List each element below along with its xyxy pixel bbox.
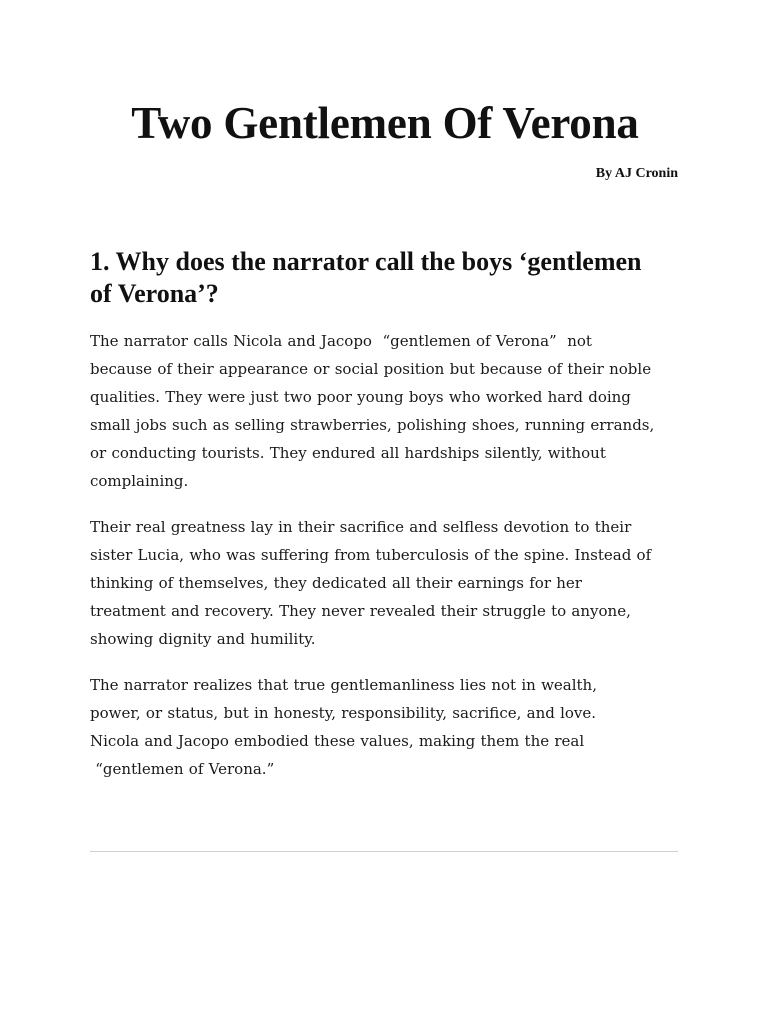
document-page xyxy=(90,0,680,1024)
author-byline: By AJ Cronin xyxy=(595,166,678,181)
paragraph-line: “gentlemen of Verona.” xyxy=(90,760,275,778)
paragraph-line: complaining. xyxy=(90,472,189,490)
paragraph-line: Nicola and Jacopo embodied these values, making them the real xyxy=(90,732,585,750)
answer-paragraph xyxy=(90,671,680,783)
paragraph-line: because of their appearance or social position but because of their noble xyxy=(90,360,652,378)
question-heading-line: of Verona’? xyxy=(90,279,219,308)
question-heading xyxy=(90,246,685,310)
paragraph-line: small jobs such as selling strawberries, polishing shoes, running errands, xyxy=(90,416,655,434)
paragraph-line: treatment and recovery. They never revealed their struggle to anyone, xyxy=(90,602,631,620)
answer-paragraph xyxy=(90,327,680,495)
paragraph-line: qualities. They were just two poor young boys who worked hard doing xyxy=(90,388,631,406)
document-title: Two Gentlemen Of Verona xyxy=(131,98,639,148)
answer-paragraph xyxy=(90,513,680,653)
paragraph-line: or conducting tourists. They endured all hardships silently, without xyxy=(90,444,606,462)
paragraph-line: Their real greatness lay in their sacrifice and selfless devotion to their xyxy=(90,518,632,536)
paragraph-line: thinking of themselves, they dedicated all their earnings for her xyxy=(90,574,582,592)
paragraph-line: power, or status, but in honesty, responsibility, sacrifice, and love. xyxy=(90,704,597,722)
horizontal-divider xyxy=(90,851,678,852)
question-heading-line: 1. Why does the narrator call the boys ‘gentlemen xyxy=(90,247,642,276)
paragraph-line: sister Lucia, who was suffering from tuberculosis of the spine. Instead of xyxy=(90,546,652,564)
paragraph-line: The narrator realizes that true gentlemanliness lies not in wealth, xyxy=(90,676,597,694)
paragraph-line: showing dignity and humility. xyxy=(90,630,316,648)
paragraph-line: The narrator calls Nicola and Jacopo “gentlemen of Verona” not xyxy=(90,332,592,350)
